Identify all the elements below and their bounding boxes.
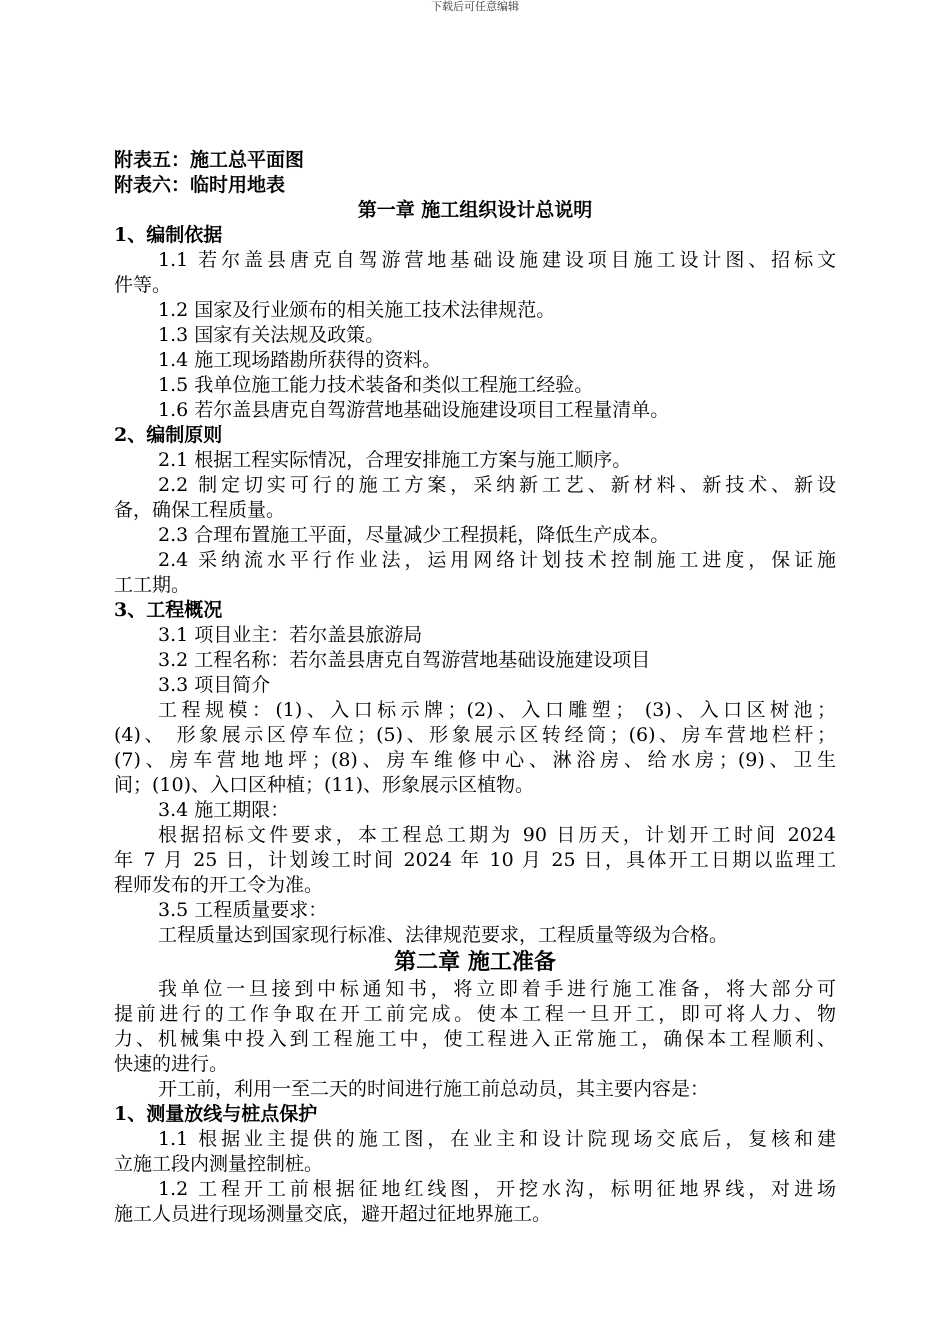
text-line: 施工人员进行现场测量交底，避开超过征地界施工。 xyxy=(114,1203,552,1225)
section-heading: 第一章 施工组织设计总说明 xyxy=(357,199,593,221)
text-line: 2.1 根据工程实际情况，合理安排施工方案与施工顺序。 xyxy=(158,449,632,471)
section-heading: 第二章 施工准备 xyxy=(394,949,556,975)
text-line: 力、机械集中投入到工程施工中，使工程进入正常施工，确保本工程顺利、 xyxy=(114,1028,836,1050)
text-line: 年 7 月 25 日，计划竣工时间 2024 年 10 月 25 日，具体开工日期以监理工 xyxy=(114,849,836,871)
text-line: 间；(10)、入口区种植；(11)、形象展示区植物。 xyxy=(114,774,535,796)
header-note: 下载后可任意编辑 xyxy=(431,0,519,13)
text-line: 3.4 施工期限： xyxy=(158,799,290,821)
text-line: 1.2 国家及行业颁布的相关施工技术法律规范。 xyxy=(158,299,556,321)
text-line: 1.4 施工现场踏勘所获得的资料。 xyxy=(158,349,442,371)
text-line: 件等。 xyxy=(114,274,172,296)
text-line: 开工前，利用一至二天的时间进行施工前总动员，其主要内容是： xyxy=(158,1078,710,1100)
text-line: 3.3 项目简介 xyxy=(158,674,271,696)
text-line: (4)、 形象展示区停车位；(5)、形象展示区转经筒；(6)、房车营地栏杆； xyxy=(114,724,836,746)
section-heading: 2、编制原则 xyxy=(114,424,223,446)
text-line: 1.5 我单位施工能力技术装备和类似工程施工经验。 xyxy=(158,374,594,396)
text-line: 1.6 若尔盖县唐克自驾游营地基础设施建设项目工程量清单。 xyxy=(158,399,670,421)
section-heading: 附表六：临时用地表 xyxy=(114,174,286,196)
text-line: 1.3 国家有关法规及政策。 xyxy=(158,324,385,346)
text-line: 2.4 采纳流水平行作业法，运用网络计划技术控制施工进度，保证施 xyxy=(158,549,836,571)
text-line: 工程质量达到国家现行标准、法律规范要求，工程质量等级为合格。 xyxy=(158,924,729,946)
text-line: 2.2 制定切实可行的施工方案，采纳新工艺、新材料、新技术、新设 xyxy=(158,474,836,496)
text-line: 1.2 工程开工前根据征地红线图，开挖水沟，标明征地界线，对进场 xyxy=(158,1178,836,1200)
text-line: 3.5 工程质量要求： xyxy=(158,899,328,921)
text-line: 快速的进行。 xyxy=(114,1053,229,1075)
text-line: 3.1 项目业主：若尔盖县旅游局 xyxy=(158,624,423,646)
text-line: 提前进行的工作争取在开工前完成。使本工程一旦开工，即可将人力、物 xyxy=(114,1003,836,1025)
text-line: 3.2 工程名称：若尔盖县唐克自驾游营地基础设施建设项目 xyxy=(158,649,651,671)
section-heading: 附表五：施工总平面图 xyxy=(114,149,305,171)
text-line: 我单位一旦接到中标通知书，将立即着手进行施工准备，将大部分可 xyxy=(158,978,836,1000)
text-line: 立施工段内测量控制桩。 xyxy=(114,1153,324,1175)
text-line: 程师发布的开工令为准。 xyxy=(114,874,324,896)
text-line: 根据招标文件要求，本工程总工期为 90 日历天，计划开工时间 2024 xyxy=(158,824,836,846)
text-line: 备，确保工程质量。 xyxy=(114,499,286,521)
text-line: 1.1 根据业主提供的施工图，在业主和设计院现场交底后，复核和建 xyxy=(158,1128,836,1150)
text-line: 工工期。 xyxy=(114,574,191,596)
section-heading: 1、测量放线与桩点保护 xyxy=(114,1103,318,1125)
section-heading: 3、工程概况 xyxy=(114,599,223,621)
text-line: 1.1 若尔盖县唐克自驾游营地基础设施建设项目施工设计图、招标文 xyxy=(158,249,836,271)
text-line: 工程规模：(1)、入口标示牌；(2)、入口雕塑； (3)、入口区树池； xyxy=(158,699,836,721)
text-line: (7)、房车营地地坪；(8)、房车维修中心、淋浴房、给水房；(9)、卫生 xyxy=(114,749,836,771)
text-line: 2.3 合理布置施工平面，尽量减少工程损耗，降低生产成本。 xyxy=(158,524,670,546)
document-body xyxy=(114,148,836,1227)
section-heading: 1、编制依据 xyxy=(114,224,223,246)
